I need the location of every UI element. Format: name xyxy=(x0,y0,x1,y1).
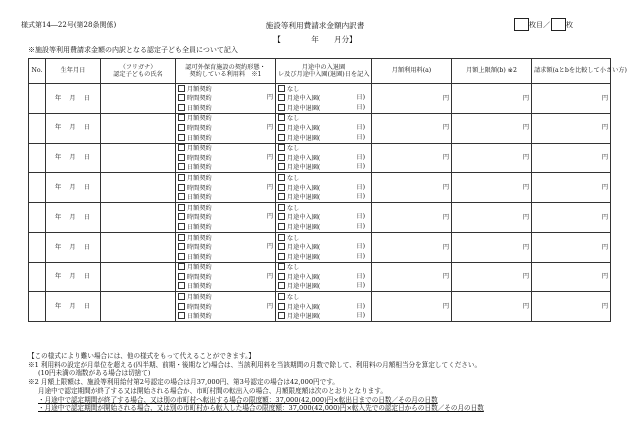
contract-option[interactable]: 日額契約 xyxy=(176,193,276,203)
period-label: 【 年 月分】 xyxy=(273,35,357,44)
entry-option[interactable]: なし xyxy=(276,203,372,213)
header-no: No. xyxy=(29,59,46,84)
request-amount-cell[interactable]: 円 xyxy=(532,173,611,203)
entry-option[interactable]: 月途中入園( 日) xyxy=(276,123,372,133)
contract-option[interactable]: 日額契約 xyxy=(176,252,276,262)
contract-option[interactable]: 時間契約 円 xyxy=(176,123,276,133)
checkbox-icon[interactable] xyxy=(278,273,285,280)
page-label-1: 枚目／ xyxy=(529,21,550,29)
checkbox-icon[interactable] xyxy=(178,273,185,280)
contract-option[interactable]: 月額契約 xyxy=(176,84,276,94)
entry-option[interactable]: 月途中入園( 日) xyxy=(276,153,372,163)
child-name-cell[interactable] xyxy=(101,113,176,143)
row-number-cell[interactable] xyxy=(29,173,46,203)
checkbox-icon[interactable] xyxy=(178,303,185,310)
checkbox-icon[interactable] xyxy=(278,85,285,92)
contract-option[interactable]: 時間契約 円 xyxy=(176,243,276,253)
checkbox-icon[interactable] xyxy=(278,312,285,319)
contract-option[interactable]: 時間契約 円 xyxy=(176,272,276,282)
contract-option[interactable]: 月額契約 xyxy=(176,113,276,123)
monthly-cap-cell[interactable]: 円 xyxy=(452,292,532,322)
checkbox-icon[interactable] xyxy=(178,293,185,300)
birthdate-cell[interactable]: 年 月 日 xyxy=(46,292,101,322)
header-monthly-cap: 月額上限額(b) ※2 xyxy=(452,59,532,84)
entry-option[interactable]: 月途中退園( 日) xyxy=(276,312,372,322)
entry-option[interactable]: 月途中入園( 日) xyxy=(276,302,372,312)
note-1b: (10円未満の端数がある場合は切捨て) xyxy=(38,369,151,378)
row-number-cell[interactable] xyxy=(29,143,46,173)
monthly-cap-cell[interactable]: 円 xyxy=(452,262,532,292)
table-row xyxy=(29,173,611,183)
note-alt-form: 【この様式により難い場合には、他の様式をもって代えることができます。】 xyxy=(28,352,255,360)
checkbox-icon[interactable] xyxy=(278,193,285,200)
contract-option[interactable]: 時間契約 円 xyxy=(176,213,276,223)
monthly-cap-cell[interactable]: 円 xyxy=(452,173,532,203)
contract-option[interactable]: 月額契約 xyxy=(176,143,276,153)
checkbox-icon[interactable] xyxy=(178,184,185,191)
header-birthdate: 生年月日 xyxy=(46,59,101,84)
checkbox-icon[interactable] xyxy=(278,282,285,289)
header-child-name: （フリガナ） 認定子どもの氏名 xyxy=(101,59,176,84)
request-amount-cell[interactable]: 円 xyxy=(532,262,611,292)
entry-option[interactable]: 月途中入園( 日) xyxy=(276,94,372,104)
entry-option[interactable]: 月途中退園( 日) xyxy=(276,193,372,203)
contract-option[interactable]: 月額契約 xyxy=(176,232,276,242)
checkbox-icon[interactable] xyxy=(278,114,285,121)
checkbox-icon[interactable] xyxy=(178,253,185,260)
checkbox-icon[interactable] xyxy=(178,114,185,121)
monthly-cap-cell[interactable]: 円 xyxy=(452,232,532,262)
child-name-cell[interactable] xyxy=(101,203,176,233)
detail-table xyxy=(28,58,627,322)
checkbox-icon[interactable] xyxy=(178,85,185,92)
checkbox-icon[interactable] xyxy=(178,312,185,319)
entry-option[interactable]: なし xyxy=(276,292,372,302)
child-name-cell[interactable] xyxy=(101,262,176,292)
birthdate-cell[interactable]: 年 月 日 xyxy=(46,262,101,292)
checkbox-icon[interactable] xyxy=(278,144,285,151)
note-1: ※1 利用料の設定が月単位を超える(四半期、前期・後期など)場合は、当該利用料を当該期間の月数で除して、利用料の月額相当分を算定してください。 xyxy=(28,360,482,369)
checkbox-icon[interactable] xyxy=(178,204,185,211)
request-amount-cell[interactable]: 円 xyxy=(532,113,611,143)
checkbox-icon[interactable] xyxy=(278,234,285,241)
yen-unit: 円 xyxy=(266,213,273,221)
page-label-2: 枚 xyxy=(566,21,573,29)
entry-option[interactable]: 月途中入園( 日) xyxy=(276,183,372,193)
yen-unit: 円 xyxy=(266,243,273,251)
header-note: ※施設等利用費請求金額の内訳となる認定子ども全員について記入 xyxy=(28,46,238,54)
note-4: ・月途中で認定期間が終了する場合、又は別の市町村へ転出する場合の限度額：37,000(42,000)円×転出日までの日数／その月の日数 xyxy=(38,395,438,404)
request-amount-cell[interactable]: 円 xyxy=(532,232,611,262)
note-2: ※2 月額上限額は、施設等利用給付第2号認定の場合は月37,000円、第3号認定の場合は42,000円です。 xyxy=(28,378,339,387)
checkbox-icon[interactable] xyxy=(278,204,285,211)
checkbox-icon[interactable] xyxy=(178,193,185,200)
checkbox-icon[interactable] xyxy=(278,223,285,230)
checkbox-icon[interactable] xyxy=(178,234,185,241)
table-row xyxy=(29,84,611,94)
header-entry-exit: 月途中の入退園 レ及び月途中入園(退園)日を記入 xyxy=(276,59,372,84)
monthly-fee-cell[interactable]: 円 xyxy=(372,262,452,292)
note-5: ・月途中で認定期間が開始される場合、又は別の市町村から転入した場合の限度額：37,000(42,000)円×転入先での認定日からの日数／その月の日数 xyxy=(38,404,484,413)
checkbox-icon[interactable] xyxy=(178,282,185,289)
checkbox-icon[interactable] xyxy=(278,293,285,300)
contract-option[interactable]: 日額契約 xyxy=(176,133,276,143)
monthly-fee-cell[interactable]: 円 xyxy=(372,84,452,114)
checkbox-icon[interactable] xyxy=(278,94,285,101)
checkbox-icon[interactable] xyxy=(278,174,285,181)
entry-option[interactable]: 月途中退園( 日) xyxy=(276,222,372,232)
birthdate-cell[interactable]: 年 月 日 xyxy=(46,113,101,143)
request-amount-cell[interactable]: 円 xyxy=(532,292,611,322)
checkbox-icon[interactable] xyxy=(178,263,185,270)
page-number-box[interactable] xyxy=(514,18,529,31)
checkbox-icon[interactable] xyxy=(178,213,185,220)
row-number-cell[interactable] xyxy=(29,262,46,292)
contract-option[interactable]: 月額契約 xyxy=(176,173,276,183)
form-number: 様式第14―22号(第28条関係) xyxy=(21,21,117,29)
table-row xyxy=(29,262,611,272)
birthdate-cell[interactable]: 年 月 日 xyxy=(46,143,101,173)
request-amount-cell[interactable]: 円 xyxy=(532,143,611,173)
checkbox-icon[interactable] xyxy=(278,134,285,141)
checkbox-icon[interactable] xyxy=(278,263,285,270)
monthly-cap-cell[interactable]: 円 xyxy=(452,113,532,143)
note-3: 月途中で認定期間が終了する又は開始される場合か、市町村間の転出入の場合、月額限度額は次のとおりとなります。 xyxy=(38,386,387,395)
header-monthly-fee: 月額利用料(a) xyxy=(372,59,452,84)
contract-option[interactable]: 日額契約 xyxy=(176,163,276,173)
row-number-cell[interactable] xyxy=(29,292,46,322)
checkbox-icon[interactable] xyxy=(278,184,285,191)
contract-option[interactable]: 月額契約 xyxy=(176,262,276,272)
entry-option[interactable]: 月途中入園( 日) xyxy=(276,213,372,223)
checkbox-icon[interactable] xyxy=(178,124,185,131)
monthly-fee-cell[interactable]: 円 xyxy=(372,143,452,173)
header-contract: 認可外保育施設の契約形態・ 契約している利用料 ※1 xyxy=(176,59,276,84)
contract-option[interactable]: 時間契約 円 xyxy=(176,94,276,104)
table-row xyxy=(29,143,611,153)
checkbox-icon[interactable] xyxy=(278,104,285,111)
checkbox-icon[interactable] xyxy=(178,104,185,111)
document-title: 施設等利用費請求金額内訳書 xyxy=(265,21,365,30)
request-amount-cell[interactable]: 円 xyxy=(532,203,611,233)
contract-option[interactable]: 月額契約 xyxy=(176,292,276,302)
table-row xyxy=(29,292,611,302)
checkbox-icon[interactable] xyxy=(278,154,285,161)
contract-option[interactable]: 日額契約 xyxy=(176,103,276,113)
entry-option[interactable]: 月途中退園( 日) xyxy=(276,282,372,292)
checkbox-icon[interactable] xyxy=(278,213,285,220)
checkbox-icon[interactable] xyxy=(178,134,185,141)
entry-option[interactable]: 月途中入園( 日) xyxy=(276,243,372,253)
monthly-cap-cell[interactable]: 円 xyxy=(452,84,532,114)
checkbox-icon[interactable] xyxy=(278,253,285,260)
checkbox-icon[interactable] xyxy=(178,223,185,230)
yen-unit: 円 xyxy=(266,272,273,280)
row-number-cell[interactable] xyxy=(29,203,46,233)
monthly-fee-cell[interactable]: 円 xyxy=(372,292,452,322)
entry-option[interactable]: 月途中退園( 日) xyxy=(276,163,372,173)
entry-option[interactable]: なし xyxy=(276,173,372,183)
birthdate-cell[interactable]: 年 月 日 xyxy=(46,203,101,233)
contract-option[interactable]: 日額契約 xyxy=(176,282,276,292)
checkbox-icon[interactable] xyxy=(178,163,185,170)
entry-option[interactable]: なし xyxy=(276,232,372,242)
birthdate-cell[interactable]: 年 月 日 xyxy=(46,232,101,262)
contract-option[interactable]: 日額契約 xyxy=(176,312,276,322)
notes-section xyxy=(28,352,484,413)
monthly-fee-cell[interactable]: 円 xyxy=(372,232,452,262)
table-row xyxy=(29,203,611,213)
entry-option[interactable]: なし xyxy=(276,262,372,272)
contract-option[interactable]: 月額契約 xyxy=(176,203,276,213)
header-request-amount: 請求額(aとbを比較して小さい方) xyxy=(532,59,611,84)
row-number-cell[interactable] xyxy=(29,113,46,143)
checkbox-icon[interactable] xyxy=(178,154,185,161)
request-amount-cell[interactable]: 円 xyxy=(532,84,611,114)
child-name-cell[interactable] xyxy=(101,173,176,203)
child-name-cell[interactable] xyxy=(101,232,176,262)
checkbox-icon[interactable] xyxy=(178,243,185,250)
monthly-fee-cell[interactable]: 円 xyxy=(372,113,452,143)
contract-option[interactable]: 日額契約 xyxy=(176,222,276,232)
contract-option[interactable]: 時間契約 円 xyxy=(176,183,276,193)
entry-option[interactable]: 月途中退園( 日) xyxy=(276,133,372,143)
table-row xyxy=(29,232,611,242)
entry-option[interactable]: 月途中退園( 日) xyxy=(276,103,372,113)
birthdate-cell[interactable]: 年 月 日 xyxy=(46,84,101,114)
child-name-cell[interactable] xyxy=(101,143,176,173)
entry-option[interactable]: 月途中入園( 日) xyxy=(276,272,372,282)
row-number-cell[interactable] xyxy=(29,84,46,114)
monthly-fee-cell[interactable]: 円 xyxy=(372,173,452,203)
entry-option[interactable]: なし xyxy=(276,84,372,94)
child-name-cell[interactable] xyxy=(101,292,176,322)
yen-unit: 円 xyxy=(266,183,273,191)
yen-unit: 円 xyxy=(266,123,273,131)
monthly-fee-cell[interactable]: 円 xyxy=(372,203,452,233)
checkbox-icon[interactable] xyxy=(278,124,285,131)
table-row xyxy=(29,113,611,123)
checkbox-icon[interactable] xyxy=(278,243,285,250)
entry-option[interactable]: なし xyxy=(276,113,372,123)
checkbox-icon[interactable] xyxy=(178,144,185,151)
checkbox-icon[interactable] xyxy=(178,174,185,181)
row-number-cell[interactable] xyxy=(29,232,46,262)
monthly-cap-cell[interactable]: 円 xyxy=(452,203,532,233)
checkbox-icon[interactable] xyxy=(278,303,285,310)
entry-option[interactable]: なし xyxy=(276,143,372,153)
yen-unit: 円 xyxy=(266,94,273,102)
checkbox-icon[interactable] xyxy=(278,163,285,170)
page-total-box[interactable] xyxy=(551,18,566,31)
contract-option[interactable]: 時間契約 円 xyxy=(176,153,276,163)
child-name-cell[interactable] xyxy=(101,84,176,114)
checkbox-icon[interactable] xyxy=(178,94,185,101)
birthdate-cell[interactable]: 年 月 日 xyxy=(46,173,101,203)
contract-option[interactable]: 時間契約 円 xyxy=(176,302,276,312)
yen-unit: 円 xyxy=(266,153,273,161)
monthly-cap-cell[interactable]: 円 xyxy=(452,143,532,173)
yen-unit: 円 xyxy=(266,302,273,310)
entry-option[interactable]: 月途中退園( 日) xyxy=(276,252,372,262)
